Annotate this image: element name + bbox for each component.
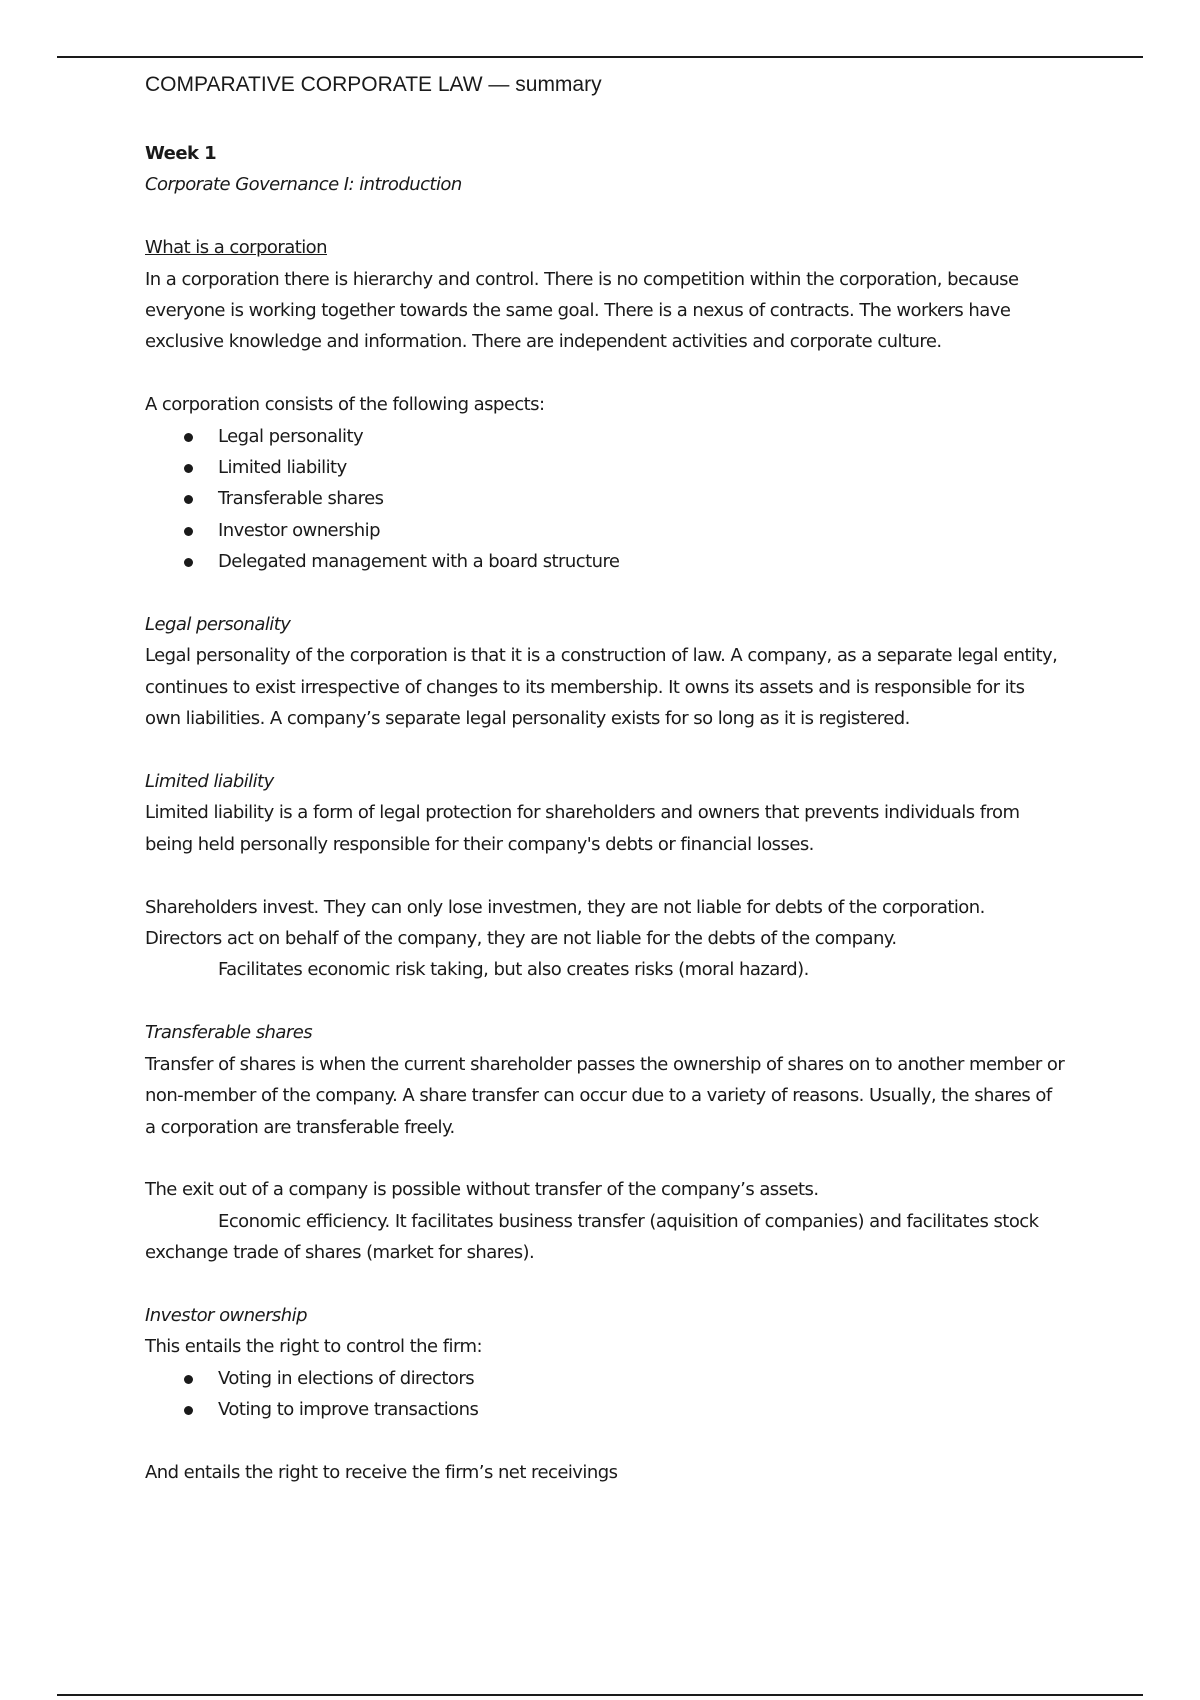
spacer [145,986,1065,1017]
limited-liability-paragraph: Limited liability is a form of legal protection for shareholders and owners that prevents individuals from being held personally responsible for their company's debts or financial losses. [145,802,1020,855]
list-item: Investor ownership [145,515,1065,546]
document-page [145,70,1065,1488]
list-item: Transferable shares [145,483,1065,514]
spacer [145,860,1065,891]
spacer [145,1143,1065,1174]
spacer [145,1269,1065,1300]
transferable-shares-paragraph: Transfer of shares is when the current shareholder passes the ownership of shares on to another member or non-member of the company. A share transfer can occur due to a variety of reasons. Usually, the shares of a corporation are transferable freely. [145,1053,1065,1138]
aspects-intro: A corporation consists of the following aspects: [145,394,545,416]
investor-ownership-intro: This entails the right to control the firm: [145,1336,482,1358]
section-heading-investor-ownership: Investor ownership [145,1304,307,1326]
section-heading-legal-personality: Legal personality [145,614,291,636]
list-item: Limited liability [145,452,1065,483]
section-heading-transferable-shares: Transferable shares [145,1022,313,1044]
investor-ownership-closing: And entails the right to receive the firm’s net receivings [145,1461,618,1483]
spacer [145,735,1065,766]
bottom-rule [57,1694,1143,1696]
transferable-shares-indented [145,1206,1065,1269]
list-item: Voting to improve transactions [145,1394,1065,1425]
spacer [145,1426,1065,1457]
legal-personality-paragraph: Legal personality of the corporation is that it is a construction of law. A company, as a separate legal entity, continues to exist irrespective of changes to its membership. It owns its assets and is responsible for its own liabilities. A company’s separate legal personality exists for so long as it is registered. [145,645,1058,730]
transferable-shares-paragraph-2: The exit out of a company is possible without transfer of the company’s assets. [145,1179,819,1201]
transferable-shares-indented-text: Economic efficiency. It facilitates business transfer (aquisition of companies) and facilitates stock exchange trade of shares (market for shares). [145,1210,1039,1264]
corporation-paragraph: In a corporation there is hierarchy and control. There is no competition within the corporation, because everyone is working together towards the same goal. There is a nexus of contracts. The workers have exclusive knowledge and information. There are independent activities and corporate culture. [145,268,1019,353]
week-heading: Week 1 [145,143,217,164]
limited-liability-paragraph-2: Shareholders invest. They can only lose investmen, they are not liable for debts of the corporation. Directors act on behalf of the company, they are not liable for the debts of the company. [145,896,985,950]
spacer [145,358,1065,389]
spacer [145,578,1065,609]
investor-ownership-list [145,1363,1065,1426]
week-subtitle: Corporate Governance I: introduction [145,174,462,196]
aspects-list [145,421,1065,578]
limited-liability-indented: Facilitates economic risk taking, but also creates risks (moral hazard). [218,959,809,981]
top-rule [57,56,1143,58]
section-heading-limited-liability: Limited liability [145,771,274,793]
section-heading-corporation: What is a corporation [145,237,327,259]
list-item: Legal personality [145,421,1065,452]
document-title: COMPARATIVE CORPORATE LAW — summary [145,73,602,96]
document-body [145,138,1065,1488]
list-item: Voting in elections of directors [145,1363,1065,1394]
list-item: Delegated management with a board structure [145,546,1065,577]
spacer [145,201,1065,232]
